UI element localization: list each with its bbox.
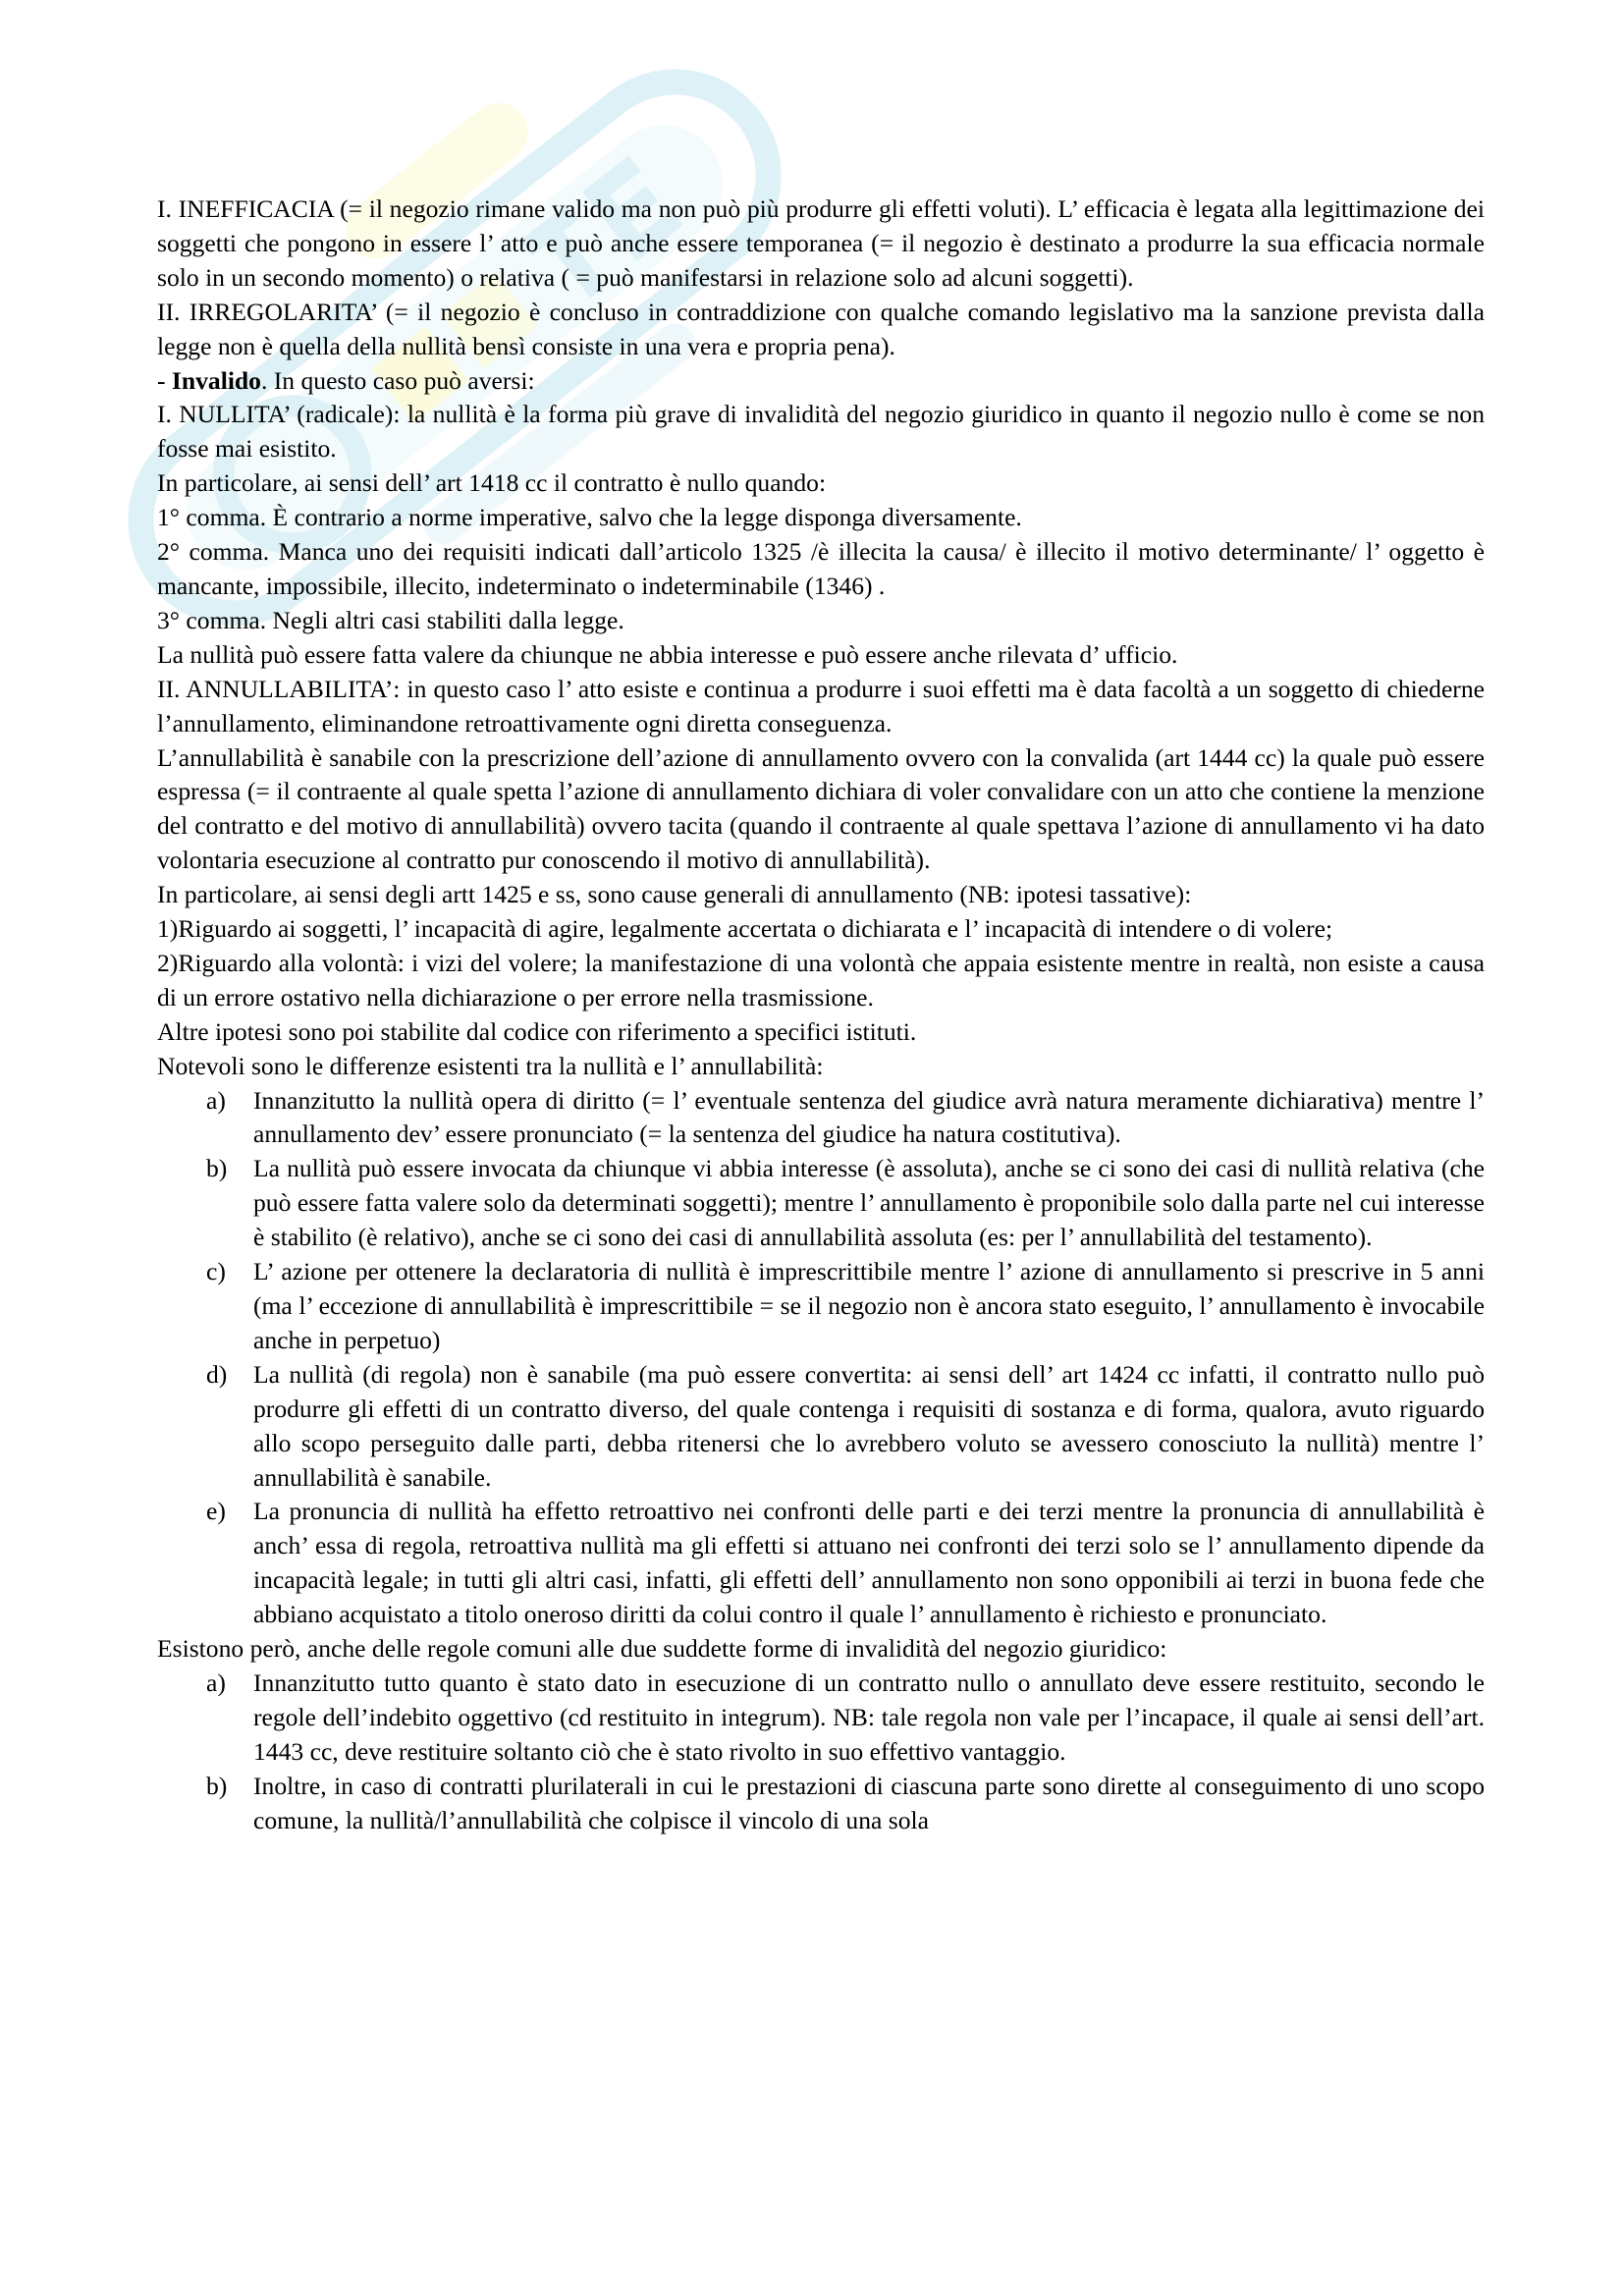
list-item-text: Inoltre, in caso di contratti plurilaterali in cui le prestazioni di ciascuna parte sono dirette al conseguimento di uno scopo comune, la nullità/l’annullabilità che colpisce il vincolo di una sola [253, 1771, 1485, 1834]
list-marker: b) [206, 1771, 228, 1800]
text-fragment: - [157, 365, 172, 395]
paragraph: I. INEFFICACIA (= il negozio rimane valido ma non può più produrre gli effetti voluti). L’ efficacia è legata alla legittimazione dei soggetti che pongono in essere l’ atto e può anche essere temporanea (= il negozio è destinato a produrre la sua efficacia normale solo in un secondo momento) o relativa ( = può manifestarsi in relazione solo ad alcuni soggetti). [157, 194, 1485, 292]
list-item-text: L’ azione per ottenere la declaratoria di nullità è imprescrittibile mentre l’ azione di annullamento si prescrive in 5 anni (ma l’ eccezione di annullabilità è imprescrittibile = se il negozio non è ancora stato eseguito, l’ annullamento è invocabile anche in perpetuo) [253, 1257, 1485, 1354]
paragraph: 2)Riguardo alla volontà: i vizi del volere; la manifestazione di una volontà che appaia esistente mentre in realtà, non esiste a causa di un errore ostativo nella dichiarazione o per errore nella trasmissione. [157, 948, 1485, 1011]
list-marker: c) [206, 1257, 226, 1286]
paragraph: 3° comma. Negli altri casi stabiliti dalla legge. [157, 605, 624, 634]
paragraph: I. NULLITA’ (radicale): la nullità è la forma più grave di invalidità del negozio giuridico in quanto il negozio nullo è come se non fosse mai esistito. [157, 400, 1485, 464]
text-fragment: . In questo caso può aversi: [260, 365, 535, 395]
paragraph: Altre ipotesi sono poi stabilite dal codice con riferimento a specifici istituti. [157, 1016, 917, 1046]
list-item [157, 1255, 1485, 1358]
paragraph: II. ANNULLABILITA’: in questo caso l’ atto esiste e continua a produrre i suoi effetti ma è data facoltà a un soggetto di chiederne l’annullamento, eliminandone retroattivamente ogni diretta conseguenza. [157, 674, 1485, 738]
paragraph-invalido [157, 364, 1485, 399]
bold-term: Invalido [171, 365, 261, 395]
list-marker: d) [206, 1359, 228, 1389]
list-item [157, 1667, 1485, 1770]
paragraph: In particolare, ai sensi dell’ art 1418 cc il contratto è nullo quando: [157, 468, 827, 498]
document-page [157, 192, 1485, 1838]
paragraph: Notevoli sono le differenze esistenti tra la nullità e l’ annullabilità: [157, 1051, 824, 1080]
paragraph: L’annullabilità è sanabile con la prescrizione dell’azione di annullamento ovvero con la convalida (art 1444 cc) la quale può essere espressa (= il contraente al quale spetta l’azione di annullamento dichiara di voler convalidare con un atto che contiene la menzione del contratto e del motivo di annullabilità) ovvero tacita (quando il contraente al quale spettava l’azione di annullamento vi ha dato volontaria esecuzione al contratto pur conoscendo il motivo di annullabilità). [157, 742, 1485, 875]
paragraph: Esistono però, anche delle regole comuni alle due suddette forme di invalidità del negozio giuridico: [157, 1634, 1167, 1664]
list-item-text: La nullità può essere invocata da chiunque vi abbia interesse (è assoluta), anche se ci sono dei casi di nullità relativa (che può essere fatta valere solo da determinati soggetti); mentre l’ annullamento è proponibile solo dalla parte nel cui interesse è stabilito (è relativo), anche se ci sono dei casi di annullabilità assoluta (es: per l’ annullabilità del testamento). [253, 1154, 1485, 1252]
list-marker: e) [206, 1497, 226, 1526]
list-item [157, 1358, 1485, 1496]
list-item-text: La nullità (di regola) non è sanabile (ma può essere convertita: ai sensi dell’ art 1424 cc infatti, il contratto nullo può produrre gli effetti di un contratto diverso, del quale contenga i requisiti di sostanza e di forma, qualora, avuto riguardo allo scopo perseguito dalle parti, debba ritenersi che lo avrebbero voluto se avessero conosciuto la nullità) mentre l’ annullabilità è sanabile. [253, 1359, 1485, 1492]
paragraph: 1)Riguardo ai soggetti, l’ incapacità di agire, legalmente accertata o dichiarata e l’ incapacità di intendere o di volere; [157, 914, 1333, 944]
list-marker: a) [206, 1085, 226, 1115]
list-item-text: Innanzitutto tutto quanto è stato dato in esecuzione di un contratto nullo o annullato deve essere restituito, secondo le regole dell’indebito oggettivo (cd restituito in integrum). NB: tale regola non vale per l’incapace, il quale ai sensi dell’art. 1443 cc, deve restituire soltanto ciò che è stato rivolto in suo effettivo vantaggio. [253, 1667, 1485, 1766]
list-item-text: Innanzitutto la nullità opera di diritto (= l’ eventuale sentenza del giudice avrà natura meramente dichiarativa) mentre l’ annullamento dev’ essere pronunciato (= la sentenza del giudice ha natura costitutiva). [253, 1085, 1485, 1149]
list-item [157, 1084, 1485, 1153]
differences-list [157, 1084, 1485, 1633]
paragraph: La nullità può essere fatta valere da chiunque ne abbia interesse e può essere anche rilevata d’ ufficio. [157, 639, 1178, 669]
paragraph: II. IRREGOLARITA’ (= il negozio è concluso in contraddizione con qualche comando legislativo ma la sanzione prevista dalla legge non è quella della nullità bensì consiste in una vera e propria pena). [157, 297, 1485, 360]
list-item-text: La pronuncia di nullità ha effetto retroattivo nei confronti delle parti e dei terzi mentre la pronuncia di annullabilità è anch’ essa di regola, retroattiva nullità ma gli effetti si attuano nei confronti dei terzi solo se l’ annullamento dipende da incapacità legale; in tutti gli altri casi, infatti, gli effetti dell’ annullamento non sono opponibili ai terzi in buona fede che abbiano acquistato a titolo oneroso diritti da colui contro il quale l’ annullamento è richiesto e pronunciato. [253, 1497, 1485, 1629]
common-rules-list [157, 1667, 1485, 1838]
list-marker: a) [206, 1667, 226, 1697]
list-item [157, 1770, 1485, 1838]
paragraph: In particolare, ai sensi degli artt 1425 e ss, sono cause generali di annullamento (NB: ipotesi tassative): [157, 880, 1192, 909]
list-item [157, 1152, 1485, 1255]
list-item [157, 1495, 1485, 1632]
paragraph: 2° comma. Manca uno dei requisiti indicati dall’articolo 1325 /è illecita la causa/ è illecito il motivo determinante/ l’ oggetto è mancante, impossibile, illecito, indeterminato o indeterminabile (1346) . [157, 537, 1485, 600]
list-marker: b) [206, 1154, 228, 1183]
paragraph: 1° comma. È contrario a norme imperative, salvo che la legge disponga diversamente. [157, 503, 1022, 532]
